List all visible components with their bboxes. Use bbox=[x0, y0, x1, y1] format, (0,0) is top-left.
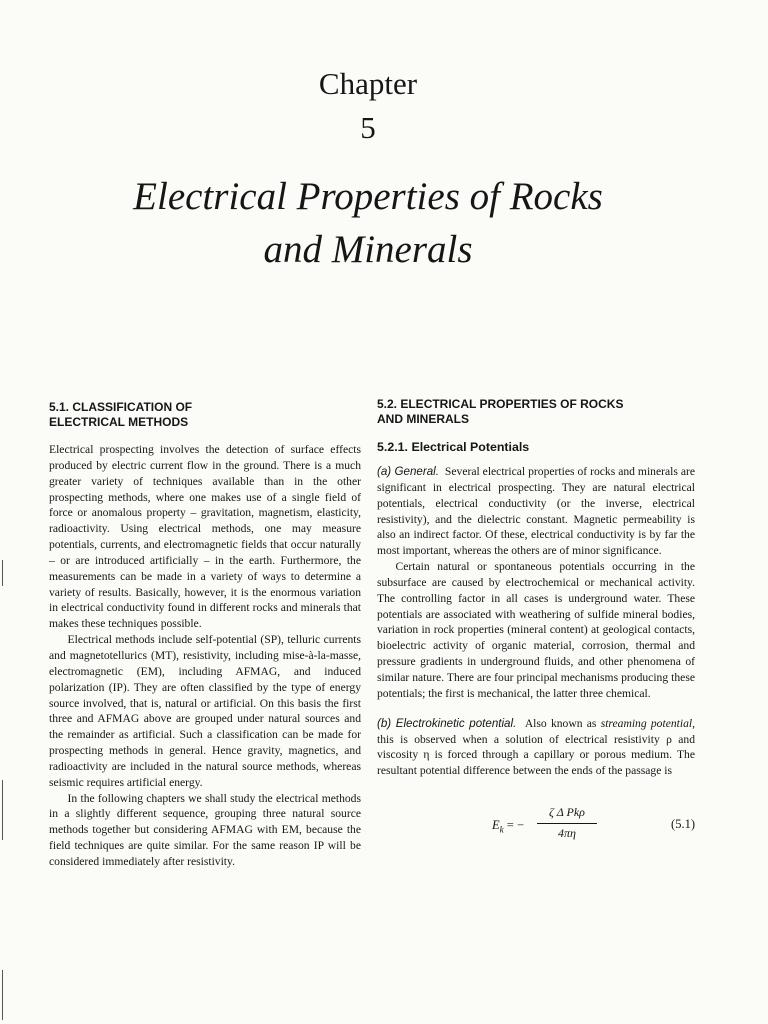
paragraph-natural-potentials: Certain natural or spontaneous potentials occurring in the subsurface are caused by electrochemical or mechanical activity. The controlling factor in all cases is underground water. These potentials are associated with weathering of sulfide mineral bodies, variation in rock properties (mineral content) at geological contacts, bioelectric activity of organic material, corrosion, thermal and pressure gradients in underground fluids, and other phenomena of similar nature. There are four principal mechanisms producing these potentials; the first is mechanical, the latter three chemical. bbox=[377, 560, 695, 700]
section-heading-5-2-line-1: 5.2. ELECTRICAL PROPERTIES OF ROCKS bbox=[377, 397, 624, 411]
left-column bbox=[49, 400, 361, 870]
section-heading-5-1-line-1: 5.1. CLASSIFICATION OF bbox=[49, 400, 193, 414]
equation-lhs-subscript: k bbox=[499, 824, 504, 835]
equation-fraction bbox=[537, 805, 597, 842]
subsection-heading-5-2-1: 5.2.1. Electrical Potentials bbox=[377, 440, 530, 454]
scan-edge-mark bbox=[2, 560, 3, 586]
section-heading-5-1 bbox=[49, 400, 361, 430]
term-streaming-potential: streaming potential bbox=[600, 716, 693, 730]
equation-number: (5.1) bbox=[671, 817, 695, 832]
scan-edge-mark bbox=[2, 780, 3, 840]
equation-denominator: 4πη bbox=[558, 825, 576, 840]
equation-numerator: ζ Δ Pkρ bbox=[537, 805, 597, 824]
chapter-number: 5 bbox=[360, 110, 376, 145]
paragraph-chapter-sequence: In the following chapters we shall study the electrical methods in a slightly different sequence, grouping three natural source methods together but considering AFMAG with EM, because the field techniques are quite similar. For the same reason IP will be considered immediately after resistivity. bbox=[49, 791, 361, 868]
paragraph-general bbox=[377, 464, 695, 559]
right-column bbox=[377, 397, 695, 849]
equation-lhs bbox=[492, 818, 524, 838]
paragraph-classification-intro: Electrical prospecting involves the detection of surface effects produced by electric current flow in the ground. There is a much greater variety of techniques available than in the other prospecting methods, where one makes use of a single field of force or anomalous property – gravitation, magnetism, elasticity, radioactivity. Using electrical methods, one may measure potentials, currents, and electromagnetic fields that occur naturally – or are introduced artificially – in the earth. Furthermore, the measurements can be made in a variety of ways to determine a variety of results. Basically, however, it is the enormous variation in electrical conductivity found in different rocks and minerals that makes these techniques possible. bbox=[49, 443, 361, 631]
paragraph-electrical-methods: Electrical methods include self-potential (SP), telluric currents and magnetotellurics (MT), resistivity, including mise-à-la-masse, electromagnetic (EM), including AFMAG, and induced polarization (IP). They are often classified by the type of energy source involved, that is, natural or artificial. On this basis the first three and AFMAG above are grouped under natural sources and the remainder as artificial. Such a classification can be made for prospecting methods in general. Hence gravity, magnetics, and radioactivity are included in the natural source methods, whereas seismic requires artificial energy. bbox=[49, 633, 361, 789]
scan-edge-mark bbox=[2, 970, 3, 1020]
electrokinetic-intro: Also known as bbox=[524, 716, 597, 730]
electrokinetic-text: , this is observed when a solution of electrical resistivity ρ and viscosity η is forced through a capillary or porous medium. The resultant potential difference between the ends of the passage is bbox=[377, 716, 696, 778]
equation-operator: = − bbox=[506, 818, 524, 833]
paragraph-electrokinetic bbox=[377, 716, 695, 779]
section-heading-5-2 bbox=[377, 397, 695, 427]
section-heading-5-1-line-2: ELECTRICAL METHODS bbox=[49, 415, 189, 429]
equation-lhs-symbol: E bbox=[492, 818, 500, 833]
section-heading-5-2-line-2: AND MINERALS bbox=[377, 412, 469, 426]
run-in-electrokinetic: (b) Electrokinetic potential. bbox=[377, 716, 517, 730]
equation-5-1 bbox=[377, 805, 695, 849]
chapter-title bbox=[0, 170, 736, 276]
run-in-general: (a) General. bbox=[377, 465, 439, 478]
chapter-title-line-1: Electrical Properties of Rocks bbox=[133, 175, 603, 218]
paragraph-general-text: Several electrical properties of rocks and minerals are significant in electrical prospecting. They are natural electrical potentials, electrical conductivity (or the inverse, electrical resistivity), and the dielectric constant. Magnetic permeability is also an indirect factor. Of these, electrical conductivity is by far the most important, whereas the others are of minor significance. bbox=[377, 465, 695, 558]
chapter-title-line-2: and Minerals bbox=[263, 228, 473, 271]
chapter-label: Chapter bbox=[318, 66, 418, 101]
